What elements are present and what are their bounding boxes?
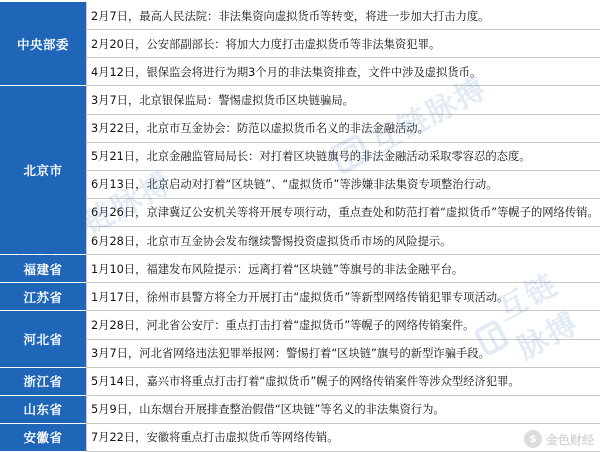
table-row: 4月12日，银保监会将进行为期3个月的非法集资排查，文件中涉及虚拟货币。	[86, 58, 600, 86]
table-row: 2月7日，最高人民法院：非法集资向虚拟货币等转变，将进一步加大打击力度。	[86, 2, 600, 30]
watermark-text: 互链脉搏	[363, 70, 494, 162]
table-row: 6月26日，京津冀辽公安机关等将开展专项行动，重点查处和防范打着“虚拟货币”等幌子的网络传销。	[86, 199, 600, 227]
source-badge-text: 金色财经	[545, 432, 594, 447]
table-row: 3月22日，北京市互金协会：防范以虚拟货币名义的非法金融活动。	[86, 115, 600, 143]
region-label: 安徽省	[0, 424, 86, 452]
watermark-text: 互链脉搏	[48, 165, 179, 257]
region-label: 江苏省	[0, 283, 86, 311]
table-row: 7月22日，安徽将重点打击虚拟货币等网络传销。	[86, 424, 600, 452]
region-label: 河北省	[0, 311, 86, 367]
table-row: 1月17日，徐州市县警方将全力开展打击“虚拟货币”等新型网络传销犯罪专项活动。	[86, 283, 600, 311]
table-row: 5月21日，北京金融监管局局长：对打着区块链旗号的非法金融活动采取零容忍的态度。	[86, 143, 600, 171]
table-row: 6月28日，北京市互金协会发布继续警惕投资虚拟货币市场的风险提示。	[86, 227, 600, 255]
region-label: 福建省	[0, 255, 86, 283]
watermark-text: 互链脉搏	[491, 267, 585, 367]
region-label: 北京市	[0, 86, 86, 255]
table-row: 1月10日，福建发布风险提示：远离打着“区块链”等旗号的非法金融平台。	[86, 255, 600, 283]
region-label: 山东省	[0, 396, 86, 424]
coin-icon: $	[524, 430, 542, 448]
table-row: 5月14日，嘉兴市将重点打击打着“虚拟货币”幌子的网络传销案件等涉众型经济犯罪。	[86, 368, 600, 396]
table-row: 2月20日，公安部副部长：将加大力度打击虚拟货币等非法集资犯罪。	[86, 30, 600, 58]
table-row: 2月28日，河北省公安厅：重点打击打着“虚拟货币”等幌子的网络传销案件。	[86, 311, 600, 339]
table-row: 3月7日，河北省网络违法犯罪举报网：警惕打着“区块链”旗号的新型诈骗手段。	[86, 340, 600, 368]
table-row: 5月9日，山东烟台开展排查整治假借“区块链”等名义的非法集资行为。	[86, 396, 600, 424]
region-label: 中央部委	[0, 2, 86, 86]
source-badge	[524, 430, 594, 448]
table-row: 3月7日，北京银保监局：警惕虚拟货币区块链骗局。	[86, 86, 600, 114]
table-row: 6月13日，北京启动对打着“区块链”、“虚拟货币”等涉嫌非法集资专项整治行动。	[86, 171, 600, 199]
region-label: 浙江省	[0, 368, 86, 396]
